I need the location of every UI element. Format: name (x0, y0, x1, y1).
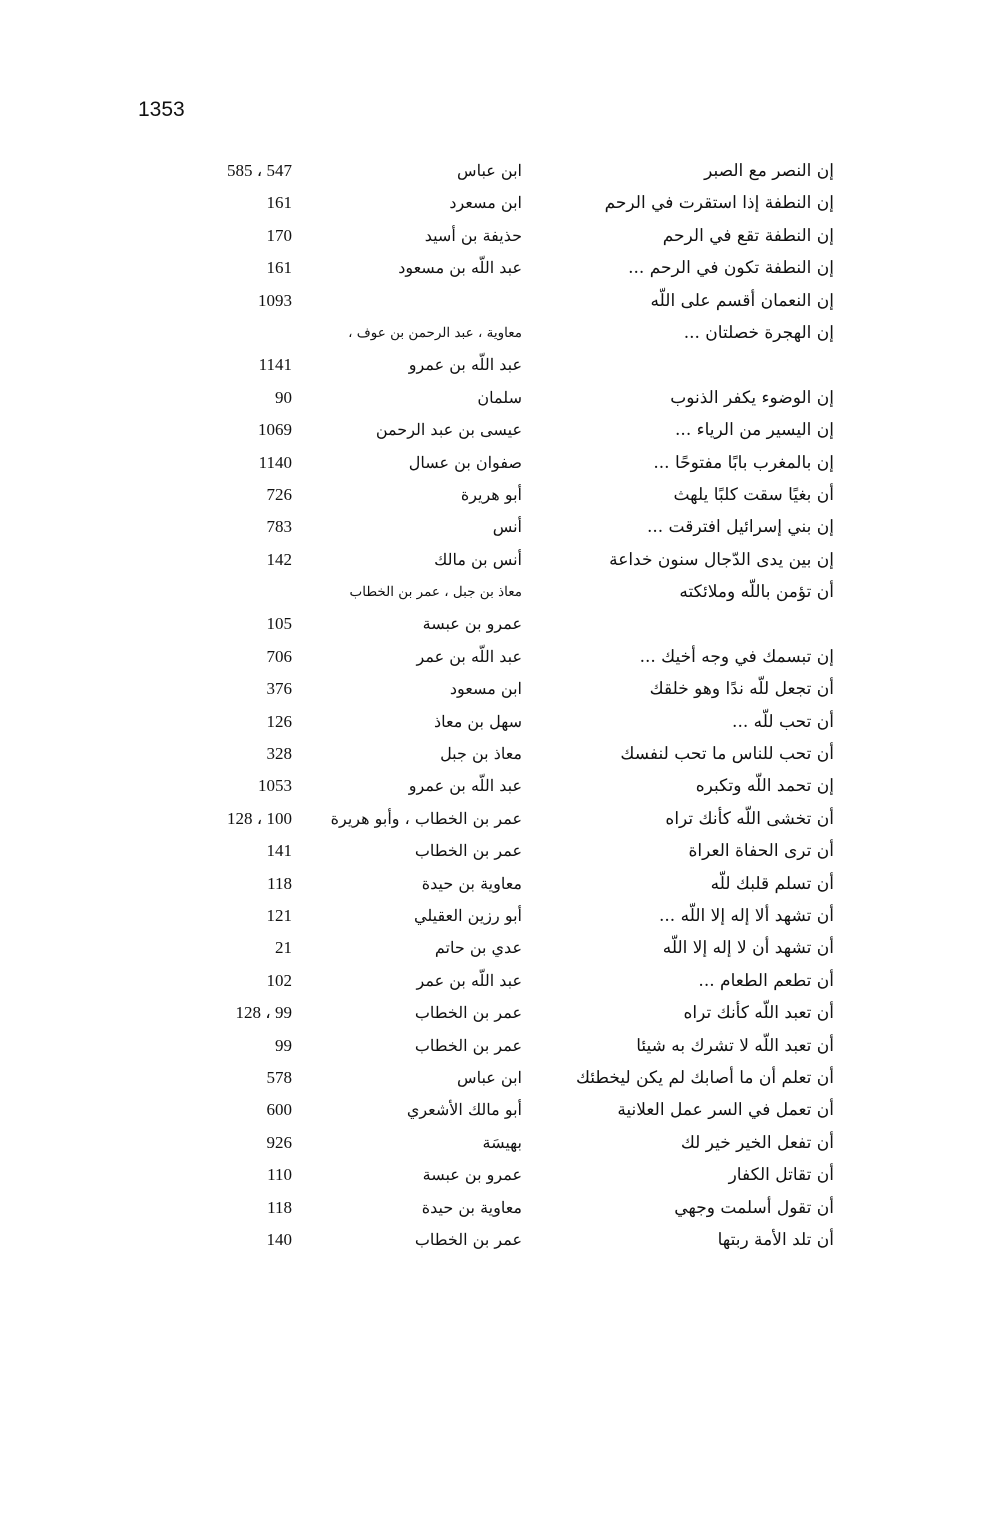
index-row (0, 1192, 986, 1224)
narrator-name: معاوية ، عبد الرحمن بن عوف ، (348, 324, 522, 341)
hadith-text: إن بالمغرب بابًا مفتوحًا ... (653, 452, 834, 473)
page-references: 376 (266, 679, 292, 699)
index-row (0, 1030, 986, 1062)
index-row (0, 608, 986, 640)
narrator-name: عيسى بن عبد الرحمن (375, 420, 522, 440)
narrator-name: عمر بن الخطاب ، وأبو هريرة (330, 808, 522, 828)
page-references: 118 (267, 1197, 292, 1217)
narrator-name: عمر بن الخطاب (414, 1035, 522, 1055)
narrator-name: عبد اللّه بن عمرو (408, 355, 522, 375)
page-references: 706 (266, 646, 292, 666)
page-references: 121 (266, 905, 292, 925)
page-references: 783 (266, 517, 292, 537)
narrator-name: سلمان (477, 387, 522, 407)
index-row (0, 544, 986, 576)
index-row (0, 220, 986, 252)
hadith-text: أن تسلم قلبك للّه (710, 873, 834, 894)
page-references: 99 (275, 1035, 292, 1055)
page-references: 1141 (258, 355, 292, 375)
page-references: 578 (266, 1067, 292, 1087)
index-row (0, 1062, 986, 1094)
page-references: 90 (275, 387, 292, 407)
hadith-text: إن الهجرة خصلتان ... (683, 322, 834, 343)
index-row (0, 932, 986, 964)
hadith-text: أن تفعل الخير خير لك (680, 1132, 834, 1153)
narrator-name: عدي بن حاتم (434, 938, 522, 958)
page-references: 21 (275, 938, 292, 958)
page-references: 726 (266, 484, 292, 504)
page-references: 105 (266, 614, 292, 634)
hadith-text: أن تخشى اللّه كأنك تراه (665, 808, 834, 829)
narrator-name: بهيسَة (482, 1132, 522, 1152)
narrator-name: ابن مسعرد (449, 193, 522, 213)
index-row (0, 1224, 986, 1256)
page-references: 328 (266, 744, 292, 764)
page-references: 118 (267, 873, 292, 893)
index-row (0, 770, 986, 802)
hadith-text: إن النصر مع الصبر (704, 161, 834, 181)
index-row (0, 349, 986, 381)
index-row (0, 706, 986, 738)
narrator-name: أنس (492, 517, 522, 537)
narrator-name: أبو هريرة (460, 484, 522, 504)
narrator-name: سهل بن معاذ (434, 711, 522, 731)
hadith-text: أن تطعم الطعام ... (698, 970, 834, 991)
page-references: 170 (266, 225, 292, 245)
index-row (0, 868, 986, 900)
index-row (0, 1159, 986, 1191)
narrator-name: ابن عباس (457, 1067, 522, 1087)
page-references: 102 (266, 970, 292, 990)
index-row (0, 382, 986, 414)
index-row (0, 997, 986, 1029)
hadith-text: أن تشهد أن لا إله إلا اللّه (662, 938, 834, 959)
hadith-text: إن النعمان أقسم على اللّه (650, 290, 834, 311)
page-references: 1093 (258, 290, 292, 310)
index-row (0, 673, 986, 705)
index-row (0, 1094, 986, 1126)
index-row (0, 641, 986, 673)
index-row (0, 479, 986, 511)
hadith-index-table (0, 155, 986, 1256)
page-references: 1140 (258, 452, 292, 472)
narrator-name: معاذ بن جبل ، عمر بن الخطاب (349, 584, 522, 601)
page-references: 161 (266, 193, 292, 213)
hadith-text: أن بغيًا سقت كلبًا يلهث (673, 484, 834, 505)
hadith-text: إن النطفة تقع في الرحم (662, 225, 834, 246)
narrator-name: عبد اللّه بن عمر (416, 970, 522, 990)
hadith-text: أن تقول أسلمت وجهي (674, 1197, 834, 1218)
index-row (0, 252, 986, 284)
page-references: 142 (266, 549, 292, 569)
page-number: 1353 (138, 98, 185, 121)
narrator-name: عبد اللّه بن عمرو (408, 776, 522, 796)
hadith-text: إن النطفة إذا استقرت في الرحم (604, 193, 834, 214)
narrator-name: عبد اللّه بن عمر (416, 646, 522, 666)
page-references: 585 ، 547 (227, 161, 292, 180)
hadith-text: إن تبسمك في وجه أخيك ... (639, 646, 834, 667)
page-references: 161 (266, 258, 292, 278)
index-row (0, 414, 986, 446)
page-references: 140 (266, 1229, 292, 1249)
page-references: 110 (267, 1165, 292, 1185)
hadith-text: أن تحب للّه ... (732, 711, 834, 732)
index-row (0, 803, 986, 835)
hadith-text: أن تعمل في السر عمل العلانية (617, 1100, 834, 1121)
narrator-name: أنس بن مالك (434, 549, 522, 569)
hadith-text: أن تعبد اللّه لا تشرك به شيئا (636, 1035, 834, 1056)
page-references: 1053 (258, 776, 292, 796)
hadith-text: أن تشهد ألا إله إلا اللّه ... (659, 905, 834, 926)
narrator-name: عمر بن الخطاب (414, 841, 522, 861)
hadith-text: إن بني إسرائيل افترقت ... (646, 517, 834, 538)
page-references: 128 ، 99 (235, 1003, 292, 1023)
narrator-name: معاذ بن جبل (440, 744, 522, 764)
hadith-text: إن تحمد اللّه وتكبره (695, 776, 834, 797)
narrator-name: عبد اللّه بن مسعود (398, 258, 522, 278)
narrator-name: عمر بن الخطاب (414, 1003, 522, 1023)
narrator-name: أبو مالك الأشعري (406, 1100, 522, 1120)
narrator-name: عمرو بن عبسة (422, 614, 522, 634)
hadith-text: إن الوضوء يكفر الذنوب (670, 387, 834, 408)
index-row (0, 965, 986, 997)
index-row (0, 576, 986, 608)
narrator-name: عمرو بن عبسة (422, 1165, 522, 1185)
hadith-text: أن تقاتل الكفار (728, 1165, 834, 1186)
index-row (0, 155, 986, 187)
page-references: 126 (266, 711, 292, 731)
index-row (0, 285, 986, 317)
hadith-text: أن ترى الحفاة العراة (688, 841, 834, 862)
hadith-text: أن تؤمن باللّه وملائكته (679, 582, 834, 603)
index-row (0, 900, 986, 932)
page-references: 600 (266, 1100, 292, 1120)
hadith-text: إن النطفة تكون في الرحم ... (628, 258, 834, 279)
narrator-name: حذيفة بن أسيد (424, 225, 522, 245)
hadith-text: أن تحب للناس ما تحب لنفسك (620, 744, 834, 765)
page-references: 926 (266, 1132, 292, 1152)
page-references: 141 (266, 841, 292, 861)
page-references: 128 ، 100 (227, 808, 292, 828)
index-row (0, 511, 986, 543)
hadith-text: إن اليسير من الرياء ... (675, 420, 834, 441)
narrator-name: ابن عباس (457, 161, 522, 180)
index-row (0, 1127, 986, 1159)
hadith-text: أن تلد الأمة ربتها (717, 1229, 834, 1250)
narrator-name: معاوية بن حيدة (421, 1197, 522, 1217)
narrator-name: معاوية بن حيدة (421, 873, 522, 893)
hadith-text: أن تجعل للّه ندًا وهو خلقك (649, 679, 834, 700)
narrator-name: ابن مسعود (449, 679, 522, 699)
index-row (0, 835, 986, 867)
narrator-name: أبو رزين العقيلي (413, 905, 522, 925)
hadith-text: أن تعبد اللّه كأنك تراه (683, 1003, 834, 1024)
index-row (0, 187, 986, 219)
narrator-name: عمر بن الخطاب (414, 1229, 522, 1249)
index-row (0, 738, 986, 770)
page-references: 1069 (258, 420, 292, 440)
narrator-name: صفوان بن عسال (408, 452, 522, 472)
hadith-text: إن بين يدى الدّجال سنون خداعة (609, 549, 834, 570)
hadith-text: أن تعلم أن ما أصابك لم يكن ليخطئك (575, 1067, 834, 1088)
index-row (0, 447, 986, 479)
index-row (0, 317, 986, 349)
